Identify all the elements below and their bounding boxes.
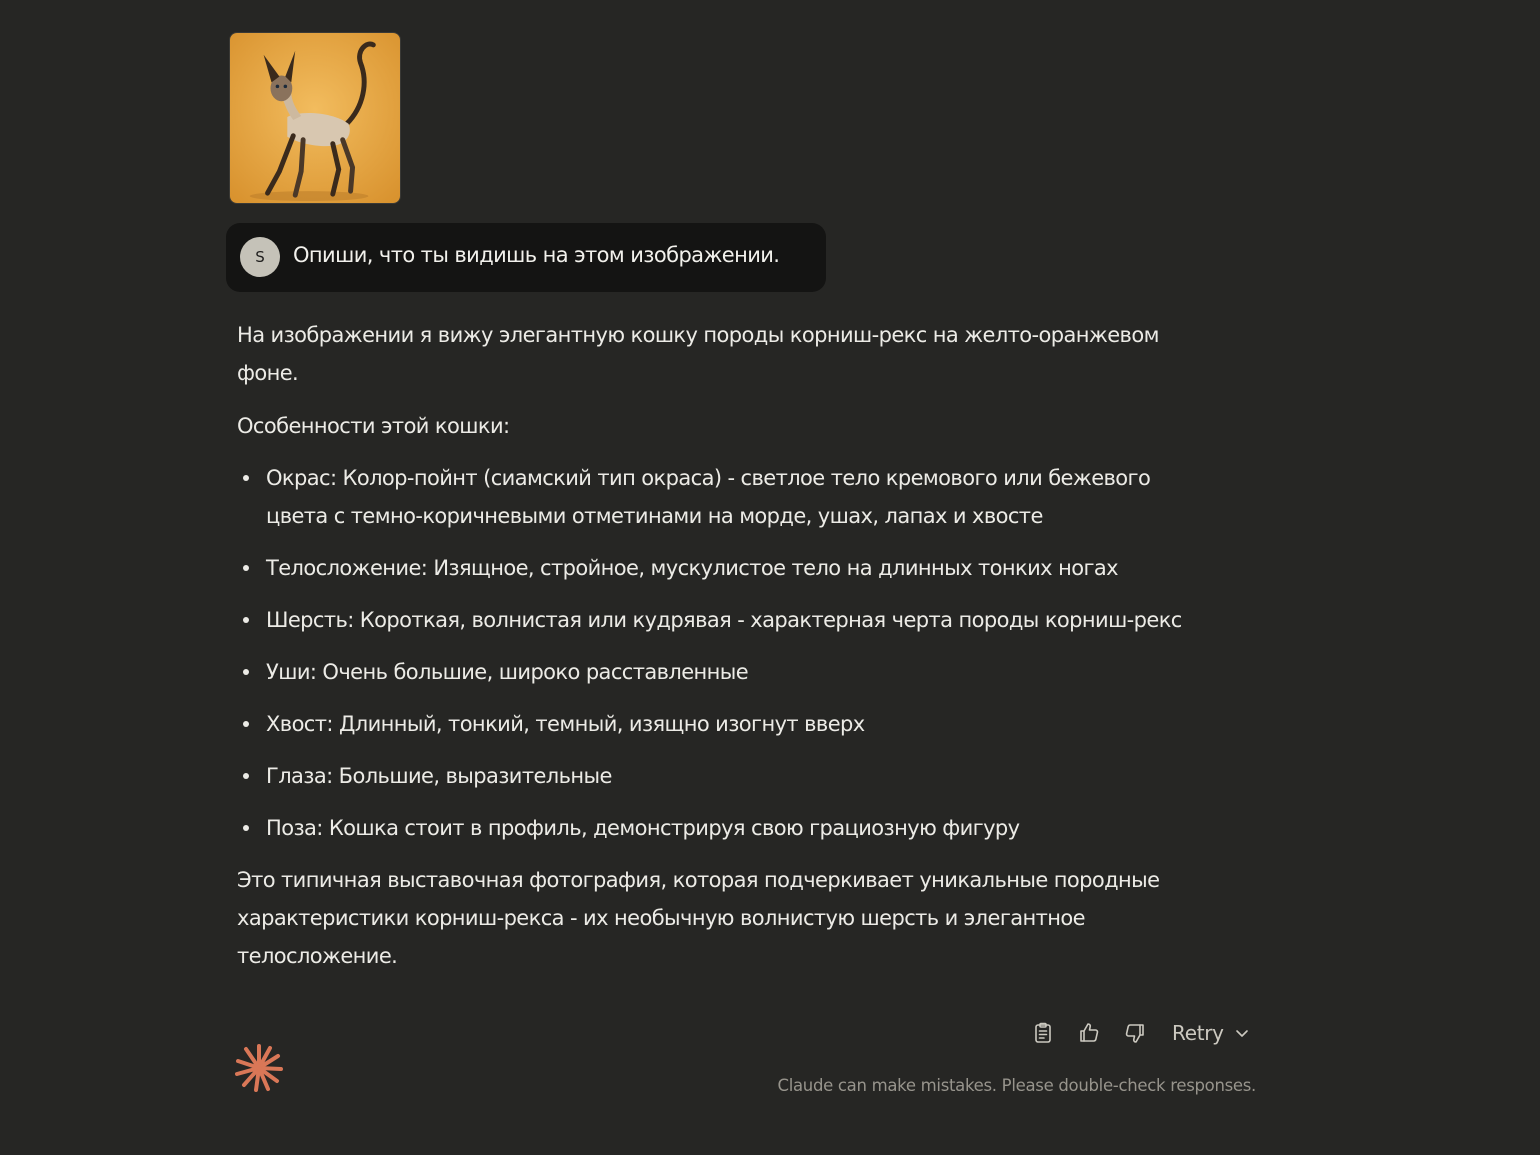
attached-image-thumbnail[interactable] [229,32,401,204]
list-item: Глаза: Большие, выразительные [266,757,1197,795]
chevron-down-icon [1234,1025,1250,1041]
features-list [237,459,1197,847]
list-item: Шерсть: Короткая, волнистая или кудрявая - характерная черта породы корниш-рекс [266,601,1197,639]
retry-button[interactable] [1172,1015,1250,1051]
dislike-button[interactable] [1120,1015,1150,1051]
assistant-response [237,316,1197,975]
response-conclusion: Это типичная выставочная фотография, которая подчеркивает уникальные породные характеристики корниш-рекса - их необычную волнистую шерсть и элегантное телосложение. [237,868,1160,968]
response-features-heading: Особенности этой кошки: [237,414,510,438]
thumbs-down-icon [1123,1021,1147,1045]
response-intro: На изображении я вижу элегантную кошку породы корниш-рекс на желто-оранжевом фоне. [237,323,1159,385]
clipboard-icon [1031,1021,1055,1045]
user-avatar: S [240,237,280,277]
user-message-text: Опиши, что ты видишь на этом изображении. [293,243,780,267]
list-item: Окрас: Колор-пойнт (сиамский тип окраса) - светлое тело кремового или бежевого цвета с темно-коричневыми отметинами на морде, ушах, лапах и хвосте [266,459,1197,535]
user-message [226,223,826,292]
list-item: Поза: Кошка стоит в профиль, демонстрируя свою грациозную фигуру [266,809,1197,847]
cat-photo [230,33,400,203]
retry-label: Retry [1172,1021,1224,1045]
like-button[interactable] [1074,1015,1104,1051]
copy-button[interactable] [1028,1015,1058,1051]
disclaimer-text: Claude can make mistakes. Please double-check responses. [777,1076,1256,1095]
claude-logo-icon [234,1043,284,1093]
list-item: Уши: Очень большие, широко расставленные [266,653,1197,691]
list-item: Телосложение: Изящное, стройное, мускулистое тело на длинных тонких ногах [266,549,1197,587]
thumbs-up-icon [1077,1021,1101,1045]
list-item: Хвост: Длинный, тонкий, темный, изящно изогнут вверх [266,705,1197,743]
